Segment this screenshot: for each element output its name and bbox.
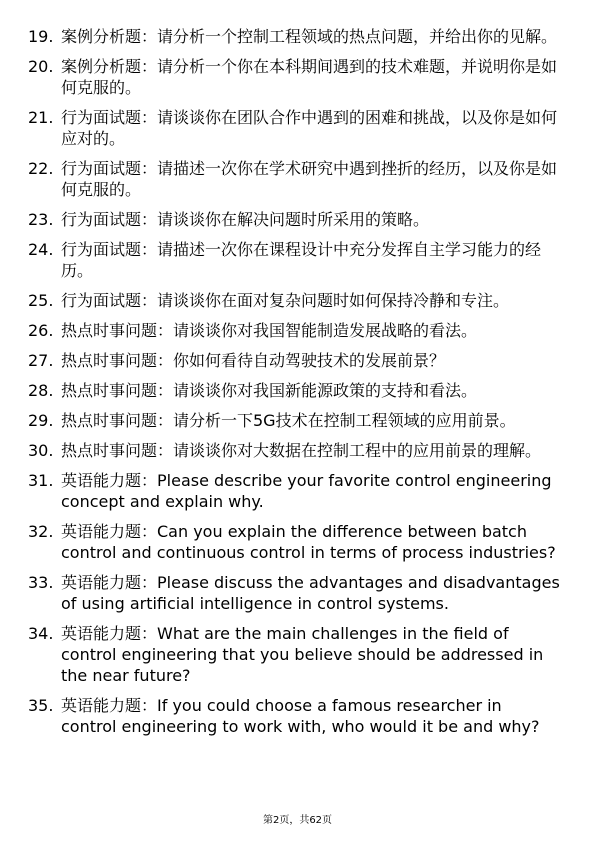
- question-text: 案例分析题：请分析一个你在本科期间遇到的技术难题，并说明你是如何克服的。: [61, 57, 558, 97]
- question-item: [28, 521, 560, 563]
- question-text: 行为面试题：请描述一次你在学术研究中遇到挫折的经历，以及你是如何克服的。: [61, 159, 558, 199]
- question-number: 30.: [28, 441, 54, 460]
- question-text: 行为面试题：请谈谈你在面对复杂问题时如何保持冷静和专注。: [61, 291, 510, 310]
- question-item: [28, 350, 560, 371]
- question-item: [28, 26, 560, 47]
- question-item: [28, 470, 560, 512]
- question-number: 28.: [28, 381, 54, 400]
- question-item: [28, 290, 560, 311]
- question-text: 热点时事问题：请谈谈你对我国新能源政策的支持和看法。: [61, 381, 478, 400]
- question-text: 行为面试题：请谈谈你在解决问题时所采用的策略。: [61, 210, 430, 229]
- question-item: [28, 380, 560, 401]
- question-number: 24.: [28, 240, 54, 259]
- question-number: 26.: [28, 321, 54, 340]
- question-text: 行为面试题：请谈谈你在团队合作中遇到的困难和挑战，以及你是如何应对的。: [61, 108, 558, 148]
- question-item: [28, 158, 560, 200]
- question-text: 英语能力题：If you could choose a famous researcher in control engineering to work with, who would it be and why?: [61, 696, 540, 736]
- question-text: 英语能力题：Please discuss the advantages and disadvantages of using artificial intelligence in control systems.: [61, 573, 560, 613]
- question-number: 34.: [28, 624, 54, 643]
- question-item: [28, 572, 560, 614]
- question-number: 20.: [28, 57, 54, 76]
- question-item: [28, 209, 560, 230]
- question-number: 22.: [28, 159, 54, 178]
- question-text: 英语能力题：Can you explain the difference between batch control and continuous control in terms of process industries?: [61, 522, 556, 562]
- question-item: [28, 56, 560, 98]
- question-number: 32.: [28, 522, 54, 541]
- question-number: 31.: [28, 471, 54, 490]
- question-item: [28, 410, 560, 431]
- question-number: 29.: [28, 411, 54, 430]
- question-text: 热点时事问题：请分析一下5G技术在控制工程领域的应用前景。: [61, 411, 516, 430]
- page-number: 第2页，共62页: [262, 815, 333, 826]
- question-item: [28, 320, 560, 341]
- question-number: 33.: [28, 573, 54, 592]
- question-item: [28, 107, 560, 149]
- question-text: 行为面试题：请描述一次你在课程设计中充分发挥自主学习能力的经历。: [61, 240, 542, 280]
- question-number: 27.: [28, 351, 54, 370]
- question-number: 25.: [28, 291, 54, 310]
- question-text: 热点时事问题：你如何看待自动驾驶技术的发展前景？: [61, 351, 446, 370]
- question-text: 案例分析题：请分析一个控制工程领域的热点问题，并给出你的见解。: [61, 27, 558, 46]
- question-item: [28, 623, 560, 686]
- question-number: 23.: [28, 210, 54, 229]
- question-item: [28, 695, 560, 737]
- question-text: 热点时事问题：请谈谈你对我国智能制造发展战略的看法。: [61, 321, 478, 340]
- question-number: 21.: [28, 108, 54, 127]
- question-list: [28, 26, 560, 746]
- question-number: 35.: [28, 696, 54, 715]
- question-item: [28, 239, 560, 281]
- question-text: 英语能力题：Please describe your favorite control engineering concept and explain why.: [61, 471, 552, 511]
- question-text: 热点时事问题：请谈谈你对大数据在控制工程中的应用前景的理解。: [61, 441, 542, 460]
- question-number: 19.: [28, 27, 54, 46]
- question-item: [28, 440, 560, 461]
- question-text: 英语能力题：What are the main challenges in the field of control engineering that you believe should be addressed in the near future?: [61, 624, 544, 685]
